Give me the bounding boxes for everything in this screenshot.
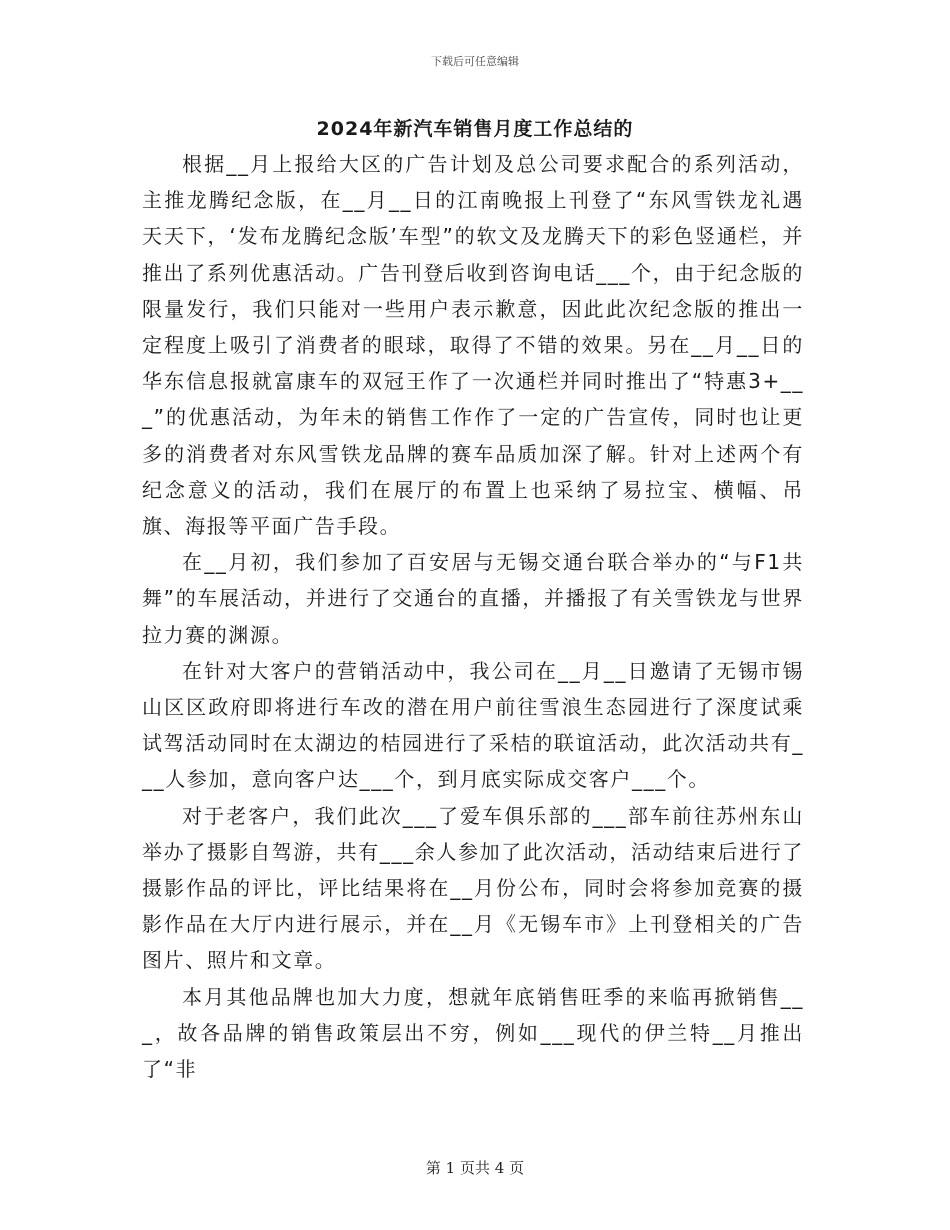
- paragraph-existing-customers: 对于老客户，我们此次___了爱车俱乐部的___部车前往苏州东山举办了摄影自驾游，共有___余人参加了此次活动，活动结束后进行了摄影作品的评比，评比结果将在__月份公布，同时会将参加竞赛的摄影作品在大厅内进行展示，并在__月《无锡车市》上刊登相关的广告图片、照片和文章。: [142, 803, 804, 973]
- document-title: 2024年新汽车销售月度工作总结的: [316, 118, 634, 140]
- paragraph-advertising-campaign: 根据__月上报给大区的广告计划及总公司要求配合的系列活动，主推龙腾纪念版，在__月__日的江南晚报上刊登了“东风雪铁龙礼遇天天下，‘发布龙腾纪念版’车型”的软文及龙腾天下的彩色竖通栏，并推出了系列优惠活动。广告刊登后收到咨询电话___个，由于纪念版的限量发行，我们只能对一些用户表示歉意，因此此次纪念版的推出一定程度上吸引了消费者的眼球，取得了不错的效果。另在__月__日的华东信息报就富康车的双冠王作了一次通栏并同时推出了“特惠3+___”的优惠活动，为年未的销售工作作了一定的广告宣传，同时也让更多的消费者对东风雪铁龙品牌的赛车品质加深了解。针对上述两个有纪念意义的活动，我们在展厅的布置上也采纳了易拉宝、横幅、吊旗、海报等平面广告手段。: [142, 152, 804, 539]
- paragraph-key-account-marketing: 在针对大客户的营销活动中，我公司在__月__日邀请了无锡市锡山区区政府即将进行车改的潜在用户前往雪浪生态园进行了深度试乘试驾活动同时在太湖边的桔园进行了采桔的联谊活动，此次活动共有___人参加，意向客户达___个，到月底实际成交客户___个。: [142, 658, 804, 792]
- download-edit-note: 下载后可任意编辑: [431, 55, 519, 68]
- page-number: 第 1 页共 4 页: [425, 1159, 525, 1177]
- paragraph-competitor-brands: 本月其他品牌也加大力度，想就年底销售旺季的来临再掀销售___，故各品牌的销售政策层出不穷，例如___现代的伊兰特__月推出了“非: [142, 984, 804, 1082]
- paragraph-auto-show-event: 在__月初，我们参加了百安居与无锡交通台联合举办的“与F1共舞”的车展活动，并进行了交通台的直播，并播报了有关雪铁龙与世界拉力赛的渊源。: [142, 550, 804, 647]
- document-body: [142, 146, 804, 1087]
